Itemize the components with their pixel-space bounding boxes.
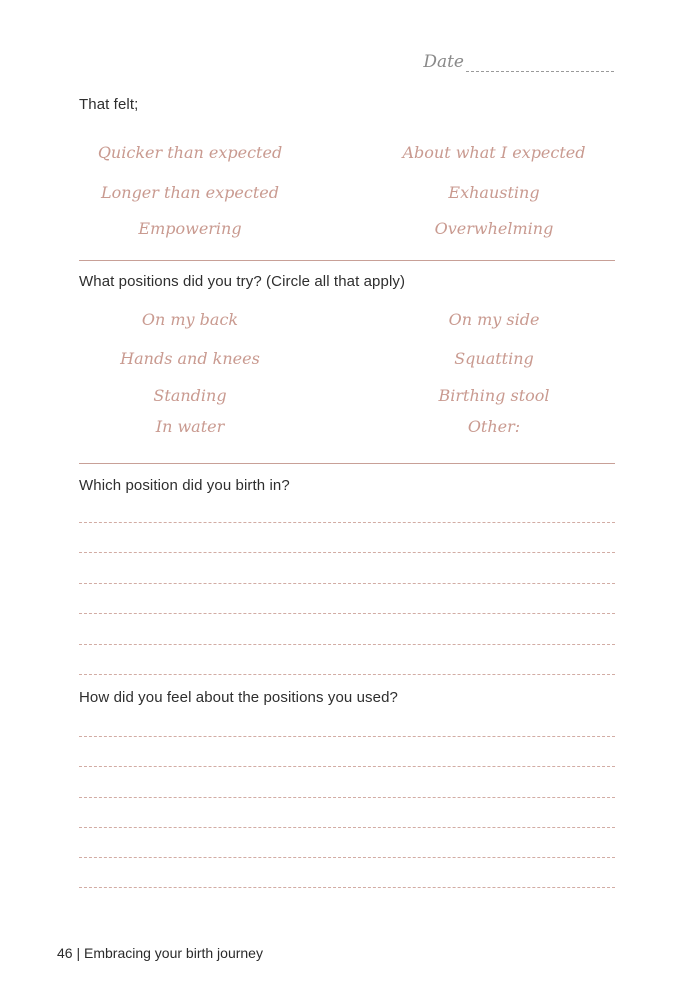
writing-line[interactable] bbox=[79, 857, 615, 858]
writing-line[interactable] bbox=[79, 552, 615, 553]
option-on-my-side[interactable]: On my side bbox=[448, 310, 540, 329]
option-quicker-than-expected[interactable]: Quicker than expected bbox=[97, 143, 283, 162]
writing-line[interactable] bbox=[79, 522, 615, 523]
feelings-heading: That felt; bbox=[79, 96, 139, 113]
writing-line[interactable] bbox=[79, 644, 615, 645]
option-hands-and-knees[interactable]: Hands and knees bbox=[120, 349, 260, 368]
writing-line[interactable] bbox=[79, 736, 615, 737]
page-footer bbox=[57, 945, 263, 961]
date-field[interactable] bbox=[423, 52, 614, 72]
birth-position-heading: Which position did you birth in? bbox=[79, 477, 290, 494]
writing-line[interactable] bbox=[79, 674, 615, 675]
section-divider bbox=[79, 260, 615, 261]
section-divider bbox=[79, 463, 615, 464]
writing-line[interactable] bbox=[79, 887, 615, 888]
writing-line[interactable] bbox=[79, 797, 615, 798]
option-in-water[interactable]: In water bbox=[155, 417, 225, 436]
writing-line[interactable] bbox=[79, 827, 615, 828]
option-overwhelming[interactable]: Overwhelming bbox=[434, 219, 554, 238]
book-title: Embracing your birth journey bbox=[84, 945, 263, 961]
option-about-what-i-expected[interactable]: About what I expected bbox=[402, 143, 586, 162]
writing-line[interactable] bbox=[79, 583, 615, 584]
option-birthing-stool[interactable]: Birthing stool bbox=[438, 386, 550, 405]
option-longer-than-expected[interactable]: Longer than expected bbox=[101, 183, 279, 202]
option-squatting[interactable]: Squatting bbox=[454, 349, 534, 368]
date-input-line[interactable] bbox=[466, 55, 614, 72]
positions-tried-heading: What positions did you try? (Circle all that apply) bbox=[79, 273, 406, 290]
option-exhausting[interactable]: Exhausting bbox=[448, 183, 540, 202]
writing-line[interactable] bbox=[79, 613, 615, 614]
positions-feeling-heading: How did you feel about the positions you used? bbox=[79, 689, 398, 706]
option-empowering[interactable]: Empowering bbox=[138, 219, 242, 238]
footer-separator: | bbox=[76, 945, 81, 961]
option-on-my-back[interactable]: On my back bbox=[141, 310, 239, 329]
date-label: Date bbox=[423, 52, 464, 72]
page-number: 46 bbox=[57, 945, 73, 961]
writing-line[interactable] bbox=[79, 766, 615, 767]
option-other[interactable]: Other: bbox=[467, 417, 521, 436]
option-standing[interactable]: Standing bbox=[153, 386, 227, 405]
